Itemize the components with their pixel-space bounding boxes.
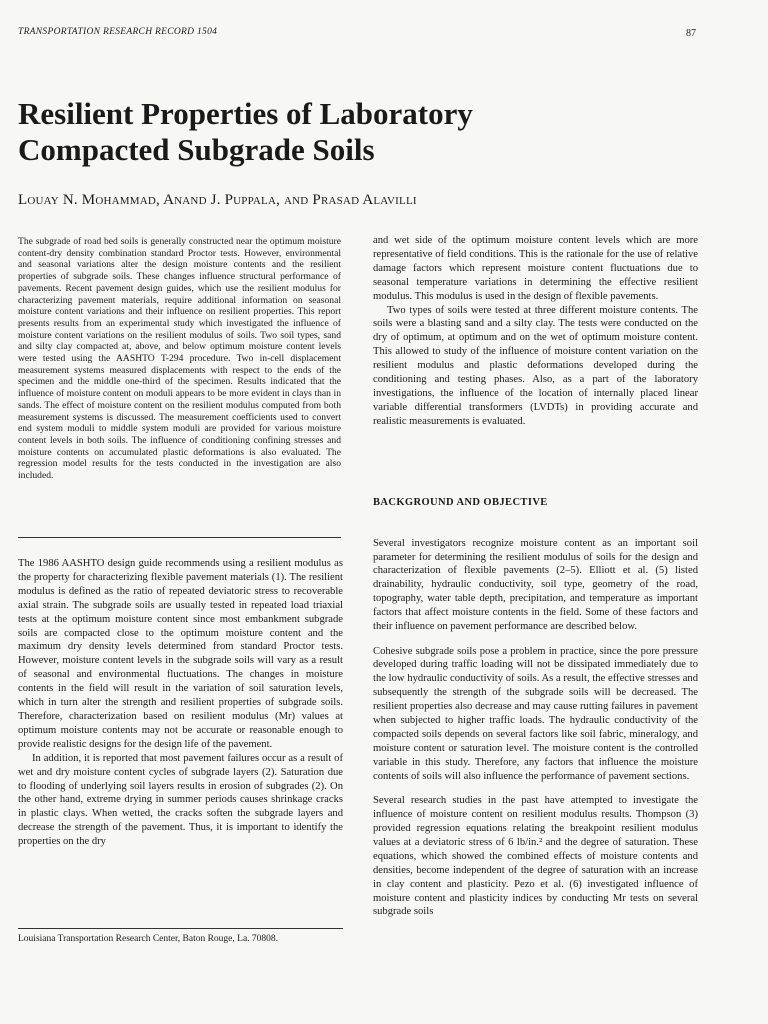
intro-paragraph-1: The 1986 AASHTO design guide recommends using a resilient modulus as the property for characterizing flexible pavement materials (1). The resilient modulus is defined as the ratio of repeated deviatoric stress to recoverable axial strain. The subgrade soils are usually tested in repeated load triaxial tests at the optimum moisture content since most embankment subgrade soils are compacted close to the optimum moisture content and the maximum dry density levels determined from standard Proctor tests. However, moisture content levels in the subgrade soils will vary as a result of seasonal and environmental fluctuations. The changes in moisture contents in the field will result in the variation of soil saturation levels, which in turn alter the strength and resilient properties of subgrade soils. Therefore, characterization based on resilient modulus (Mr) values at optimum moisture contents may not be accurate or reasonable enough to provide realistic designs for the design life of the pavement. [18,558,343,750]
footnote-divider [18,928,343,929]
section-heading: BACKGROUND AND OBJECTIVE [373,497,548,508]
background-paragraph-1: Several investigators recognize moisture content as an important soil parameter for determining the resilient modulus of soils for the design and characterization of flexible pavements (2–5). Elliott et al. (5) listed drainability, hydraulic conductivity, soil type, geometry of the road, topography, water table depth, precipitation, and temperature as important factors that affect moisture contents in the field. Some of these factors and their influence on pavement performance are described below. [373,537,698,633]
abstract: The subgrade of road bed soils is generally constructed near the optimum moisture content-dry density combination standard Proctor tests. However, environmental and seasonal variations alter the design moisture contents and the resilient properties of subgrade soils. These changes influence structural performance of pavements. Recent pavement design guides, which use the resilient modulus for characterizing pavement materials, require additional information on seasonal moisture content variations and their influence on resilient properties. This report presents results from an experimental study which investigated the influence of moisture content variations on the resilient modulus of soils. Two soil types, sand and silty clay compacted at, above, and below optimum moisture content levels were tested using the AASHTO T-294 procedure. Two in-cell displacement measurement systems measured displacements with respect to the ends of the specimen and the middle one-third of the specimen. Results indicated that the influence of moisture content on moduli appears to be more evident in clays than in sands. The effect of moisture content on the resilient modulus computed from both measurement systems is discussed. The measurement coefficients used to convert end system moduli to middle system moduli are provided for various moisture content levels in both soils. The influence of conditioning confining stresses and moisture contents on accumulated plastic deformations is also evaluated. The regression model results for the tests conducted in the investigation are also included. [18,236,341,482]
background-paragraph-2: Cohesive subgrade soils pose a problem in practice, since the pore pressure developed during traffic loading will not be dissipated immediately due to the low hydraulic conductivity of soils. As a result, the effective stresses and subsequently the strength of the subgrade soils will be decreased. The resilient properties also decrease and may cause rutting failures in pavement when subjected to higher traffic loads. The hydraulic conductivity of the compacted soils depends on several factors like soil fabric, mineralogy, and moisture content or saturation level. The moisture content is the controlled variable in this study. Therefore, any factors that influence the moisture contents of soils will also influence the performance of pavement sections. [373,645,698,782]
abstract-divider [18,537,341,538]
right-paragraph-2: Two types of soils were tested at three different moisture contents. The soils were a blasting sand and a silty clay. The tests were conducted on the dry of optimum, at optimum and on the wet of optimum moisture content. This allowed to study of the influence of moisture content variation on the resilient modulus and plastic deformations developed during the conditioning and testing phases. Also, as a part of the laboratory investigations, the influence of the location of internally placed linear variable differential transformers (LVDTs) in providing accurate and realistic measurements is evaluated. [373,304,698,427]
intro-paragraph-2: In addition, it is reported that most pavement failures occur as a result of wet and dry moisture content cycles of subgrade layers (2). Saturation due to flooding of underlying soil layers results in erosion of subgrades (2). On the other hand, extreme drying in summer periods causes shrinkage cracks in plastic clays. When wetted, the cracks soften the subgrade layers and decrease the strength of the pavement. Thus, it is important to identify the properties on the dry [18,752,343,848]
right-column-top [373,234,698,429]
footnote: Louisiana Transportation Research Center, Baton Rouge, La. 70808. [18,934,279,944]
page-number: 87 [686,28,696,39]
right-paragraph-1: and wet side of the optimum moisture content levels which are more representative of field conditions. This is the rationale for the use of relative damage factors which represent moisture content fluctuations due to seasonal temperature variations in determining the effective resilient modulus. This modulus is used in the design of flexible pavements. [373,235,698,302]
introduction [18,557,343,849]
background-paragraph-3: Several research studies in the past have attempted to investigate the influence of moisture content on resilient modulus results. Thompson (3) provided regression equations relating the breakpoint resilient modulus values at a deviatoric stress of 6 lb/in.² and the degree of saturation. These equations, which showed the combined effects of moisture contents and densities, become independent of the degree of saturation with an increase in clay content and plasticity. Pezo et al. (6) investigated influence of moisture content and plasticity indices by conducting Mr tests on several subgrade soils [373,795,698,918]
running-head: TRANSPORTATION RESEARCH RECORD 1504 [18,27,218,37]
article-title: Resilient Properties of Laboratory Compacted Subgrade Soils [18,96,473,167]
article-authors: Louay N. Mohammad, Anand J. Puppala, and Prasad Alavilli [18,192,417,208]
right-column-bottom [373,526,698,930]
